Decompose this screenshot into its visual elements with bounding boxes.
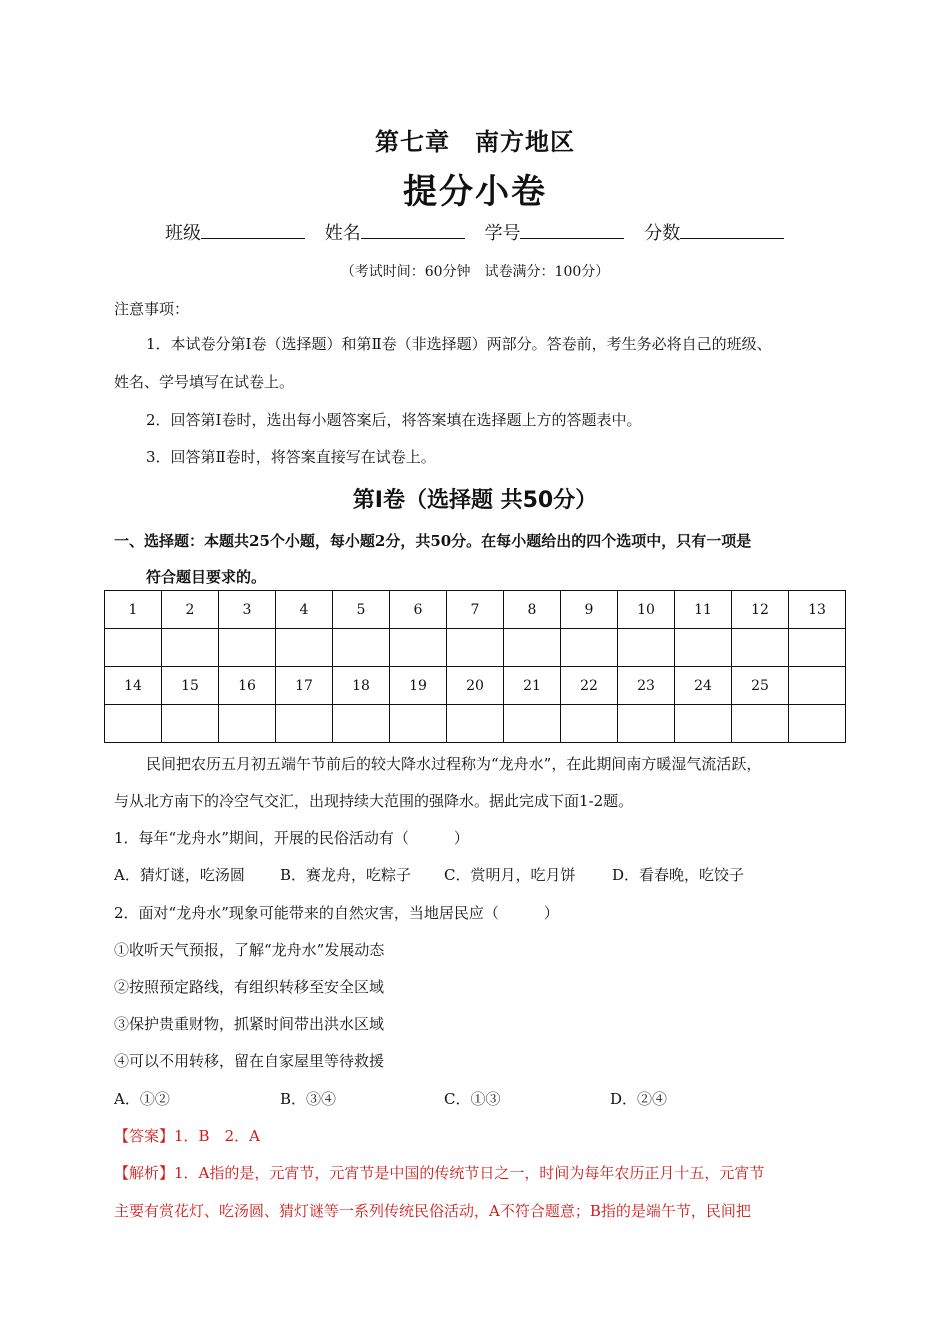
question-number-cell: 2 — [162, 591, 219, 629]
analysis: 【解析】1．A指的是，元宵节，元宵节是中国的传统节日之一，时间为每年农历正月十五，元宵节 — [114, 1164, 765, 1182]
question-number-cell — [789, 667, 846, 705]
question-1-options — [114, 864, 854, 885]
answer-cell[interactable] — [333, 629, 390, 667]
answer-cell[interactable] — [675, 705, 732, 743]
answer-cell[interactable] — [732, 629, 789, 667]
question-number-cell: 23 — [618, 667, 675, 705]
question-number-cell: 17 — [276, 667, 333, 705]
question-number-cell: 6 — [390, 591, 447, 629]
section-instructions-cont: 符合题目要求的。 — [146, 568, 267, 586]
name-blank[interactable] — [361, 222, 465, 239]
answer-cell[interactable] — [105, 629, 162, 667]
notice-item-2: 2．回答第Ⅰ卷时，选出每小题答案后，将答案填在选择题上方的答题表中。 — [146, 411, 642, 429]
class-blank[interactable] — [201, 222, 305, 239]
notice-item-3: 3．回答第Ⅱ卷时，将答案直接写在试卷上。 — [146, 448, 436, 466]
answer-cell[interactable] — [618, 629, 675, 667]
question-number-cell: 13 — [789, 591, 846, 629]
answer-cell[interactable] — [504, 705, 561, 743]
notice-item-1: 1．本试卷分第Ⅰ卷（选择题）和第Ⅱ卷（非选择题）两部分。答卷前，考生务必将自己的班级、 — [146, 335, 772, 353]
question-number-cell: 18 — [333, 667, 390, 705]
question-number-cell: 8 — [504, 591, 561, 629]
question-1-stem: 1．每年“龙舟水”期间，开展的民俗活动有（ ） — [114, 829, 469, 847]
answer-cell[interactable] — [732, 705, 789, 743]
answer-cell[interactable] — [675, 629, 732, 667]
student-id-label: 学号 — [484, 223, 521, 244]
q2-statement-1: ①收听天气预报，了解“龙舟水”发展动态 — [114, 941, 385, 959]
answer-key: 【答案】1．B 2．A — [114, 1127, 260, 1145]
answer-grid — [104, 590, 846, 743]
score-label: 分数 — [644, 223, 681, 244]
question-number-cell: 25 — [732, 667, 789, 705]
exam-info: （考试时间：60分钟 试卷满分：100分） — [340, 264, 610, 280]
answer-cell[interactable] — [504, 629, 561, 667]
paper-subtitle: 提分小卷 — [403, 172, 547, 212]
answer-cell[interactable] — [333, 705, 390, 743]
q1-option-b[interactable]: B．赛龙舟，吃粽子 — [280, 866, 412, 884]
answer-grid-blank-row-2 — [105, 705, 846, 743]
q1-option-a[interactable]: A．猜灯谜，吃汤圆 — [114, 866, 245, 884]
notice-title: 注意事项： — [114, 300, 190, 318]
q2-option-b[interactable]: B．③④ — [280, 1090, 337, 1108]
answer-cell[interactable] — [447, 629, 504, 667]
answer-cell[interactable] — [789, 629, 846, 667]
question-number-cell: 21 — [504, 667, 561, 705]
question-number-cell: 5 — [333, 591, 390, 629]
q2-statement-2: ②按照预定路线，有组织转移至安全区域 — [114, 978, 385, 996]
student-id-field[interactable] — [484, 219, 624, 245]
section-instructions: 一、选择题：本题共25个小题，每小题2分，共50分。在每小题给出的四个选项中，只有一项是 — [114, 532, 752, 550]
q2-statement-3: ③保护贵重财物，抓紧时间带出洪水区域 — [114, 1015, 385, 1033]
notice-item-1-cont: 姓名、学号填写在试卷上。 — [114, 373, 295, 391]
answer-cell[interactable] — [219, 705, 276, 743]
q1-option-d[interactable]: D．看春晚，吃饺子 — [612, 866, 745, 884]
question-number-cell: 15 — [162, 667, 219, 705]
question-number-cell: 11 — [675, 591, 732, 629]
answer-cell[interactable] — [390, 705, 447, 743]
answer-cell[interactable] — [789, 705, 846, 743]
question-2-options — [114, 1088, 854, 1109]
answer-cell[interactable] — [276, 705, 333, 743]
q2-option-a[interactable]: A．①② — [114, 1090, 170, 1108]
question-number-cell: 4 — [276, 591, 333, 629]
question-number-cell: 24 — [675, 667, 732, 705]
answer-grid-blank-row-1 — [105, 629, 846, 667]
class-field[interactable] — [165, 219, 305, 245]
answer-cell[interactable] — [618, 705, 675, 743]
q2-option-d[interactable]: D．②④ — [610, 1090, 668, 1108]
question-number-cell: 3 — [219, 591, 276, 629]
answer-cell[interactable] — [561, 705, 618, 743]
answer-grid-numbers-row-1 — [105, 591, 846, 629]
q1-option-c[interactable]: C．赏明月，吃月饼 — [444, 866, 576, 884]
answer-grid-numbers-row-2 — [105, 667, 846, 705]
chapter-title: 第七章 南方地区 — [375, 128, 575, 156]
question-number-cell: 9 — [561, 591, 618, 629]
question-number-cell: 1 — [105, 591, 162, 629]
q2-option-c[interactable]: C．①③ — [444, 1090, 501, 1108]
name-field[interactable] — [325, 219, 465, 245]
analysis-cont: 主要有赏花灯、吃汤圆、猜灯谜等一系列传统民俗活动，A不符合题意；B指的是端午节，民间把 — [114, 1202, 751, 1220]
passage-cont: 与从北方南下的冷空气交汇，出现持续大范围的强降水。据此完成下面1-2题。 — [114, 792, 634, 810]
answer-cell[interactable] — [561, 629, 618, 667]
question-2-stem: 2．面对“龙舟水”现象可能带来的自然灾害，当地居民应（ ） — [114, 904, 559, 922]
question-number-cell: 19 — [390, 667, 447, 705]
question-number-cell: 7 — [447, 591, 504, 629]
passage: 民间把农历五月初五端午节前后的较大降水过程称为“龙舟水”，在此期间南方暖湿气流活跃， — [146, 755, 762, 773]
answer-cell[interactable] — [219, 629, 276, 667]
answer-cell[interactable] — [105, 705, 162, 743]
question-number-cell: 16 — [219, 667, 276, 705]
answer-cell[interactable] — [447, 705, 504, 743]
answer-cell[interactable] — [162, 629, 219, 667]
question-number-cell: 22 — [561, 667, 618, 705]
student-info-fields — [165, 219, 845, 245]
question-number-cell: 14 — [105, 667, 162, 705]
score-field[interactable] — [644, 219, 784, 245]
question-number-cell: 20 — [447, 667, 504, 705]
name-label: 姓名 — [324, 223, 361, 244]
question-number-cell: 12 — [732, 591, 789, 629]
section-title: 第Ⅰ卷（选择题 共50分） — [352, 488, 598, 513]
q2-statement-4: ④可以不用转移，留在自家屋里等待救援 — [114, 1052, 385, 1070]
answer-cell[interactable] — [162, 705, 219, 743]
answer-cell[interactable] — [276, 629, 333, 667]
question-number-cell: 10 — [618, 591, 675, 629]
student-id-blank[interactable] — [520, 222, 624, 239]
answer-cell[interactable] — [390, 629, 447, 667]
class-label: 班级 — [165, 223, 201, 244]
score-blank[interactable] — [680, 222, 784, 239]
